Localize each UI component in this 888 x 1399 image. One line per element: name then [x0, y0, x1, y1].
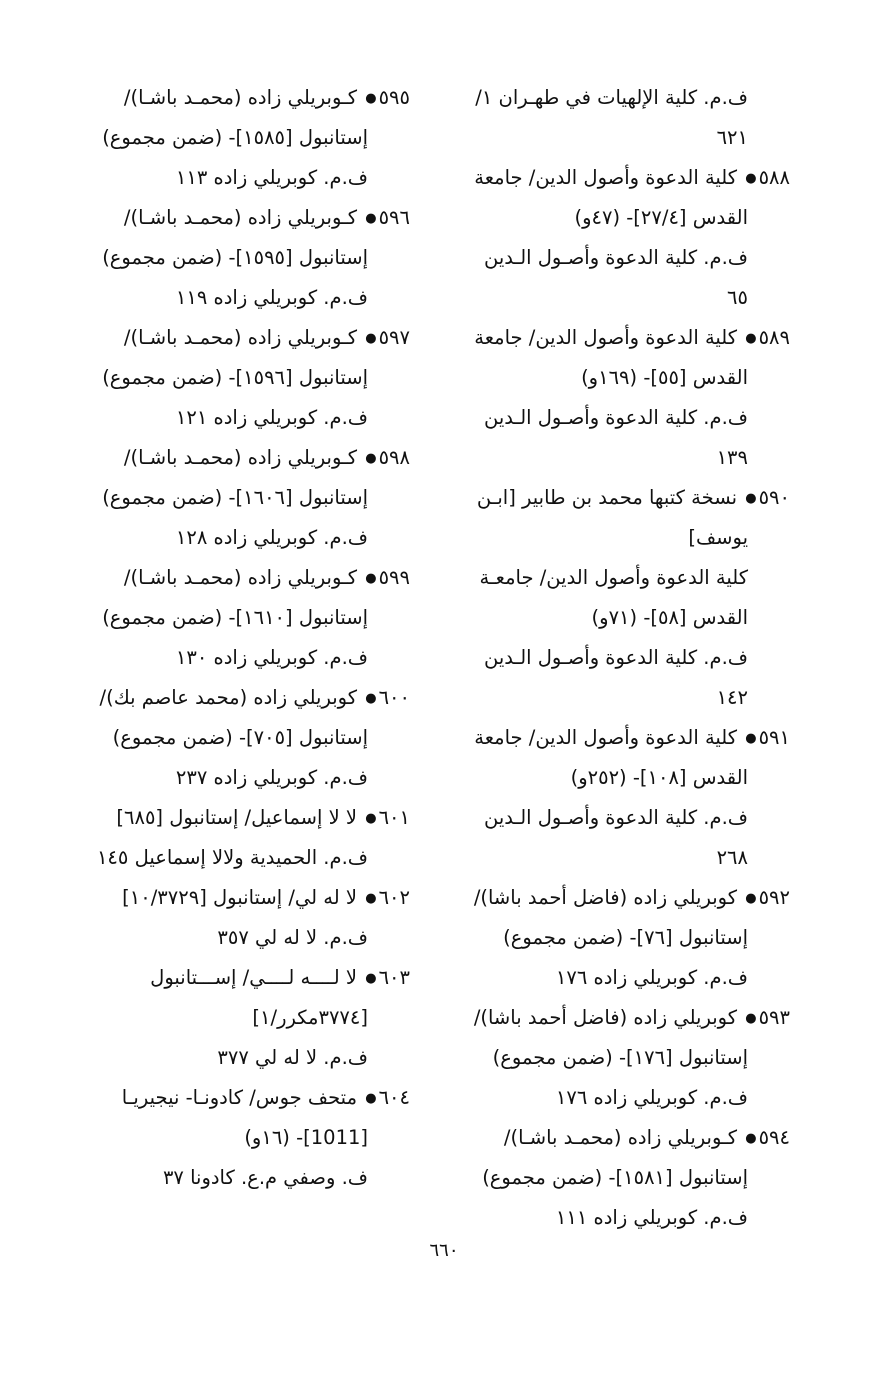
entry-text: ف.م. كوبريلي زاده ١١٩ [175, 286, 368, 309]
entry-text: ف.م. لا له لي ٣٥٧ [217, 926, 368, 949]
entry-text: ف.م. الحميدية ولالا إسماعيل ١٤٥ [96, 846, 368, 869]
entry-number: ٥٩٣ [758, 1006, 790, 1029]
entry-text: ف.م. كلية الدعوة وأصـول الـدين [483, 406, 748, 429]
entry-line [50, 478, 410, 518]
bullet-icon: ● [365, 890, 377, 906]
entry-line [50, 278, 410, 318]
entry-number: ٦٠٠ [378, 686, 410, 709]
bullet-icon: ● [365, 970, 377, 986]
entry-text: ف.م. كلية الدعوة وأصـول الـدين [483, 646, 748, 669]
entry-text: إستانبول [١٦١٠]- (ضمن مجموع) [102, 606, 368, 629]
entry-line [430, 878, 790, 918]
entry-line [430, 758, 790, 798]
page-number: ٦٦٠ [429, 1240, 459, 1261]
entry-line [430, 478, 790, 518]
entry-number: ٥٨٨ [758, 166, 790, 189]
entry-text: ٦٢١ [716, 126, 748, 149]
entry-text: كوبريلي زاده (محمد عاصم بك)/ [99, 686, 358, 709]
entry-text: ف.م. كلية الدعوة وأصـول الـدين [483, 246, 748, 269]
catalog-entry [50, 678, 410, 798]
entry-text: لا له لي/ إستانبول [١٠/٣٧٢٩] [122, 886, 358, 909]
entry-text: كلية الدعوة وأصول الدين/ جامعة [474, 166, 738, 189]
catalog-entry [50, 878, 410, 958]
entry-line [50, 158, 410, 198]
entry-text: [1011]- (١٦و) [244, 1126, 368, 1149]
entry-text: [٣٧٧٤مكرر/١] [252, 1006, 368, 1029]
bullet-icon: ● [365, 690, 377, 706]
bullet-icon: ● [365, 1090, 377, 1106]
entry-line [50, 558, 410, 598]
entry-line [430, 1198, 790, 1238]
entry-line [430, 318, 790, 358]
entry-number: ٥٩٤ [758, 1126, 790, 1149]
entry-text: ٢٦٨ [716, 846, 748, 869]
bullet-icon: ● [365, 450, 377, 466]
catalog-entry [50, 438, 410, 558]
entry-number: ٦٠١ [378, 806, 410, 829]
entry-text: ف.م. كوبريلي زاده ١٣٠ [175, 646, 368, 669]
entry-text: ف.م. كلية الإلهيات في طهـران ١/ [475, 86, 748, 109]
entry-text: كلية الدعوة وأصول الدين/ جامعة [474, 726, 738, 749]
entry-line [430, 918, 790, 958]
entry-text: القدس [٢٧/٤]- (٤٧و) [574, 206, 748, 229]
entry-text: كـوبريلي زاده (محمـد باشـا)/ [123, 326, 358, 349]
entry-line [50, 918, 410, 958]
entry-line [430, 278, 790, 318]
catalog-entry [430, 478, 790, 718]
entry-line [50, 118, 410, 158]
entry-text: كـوبريلي زاده (محمـد باشـا)/ [503, 1126, 738, 1149]
catalog-entry [430, 158, 790, 318]
entry-line [50, 838, 410, 878]
entry-line [430, 558, 790, 598]
entry-line [50, 1078, 410, 1118]
catalog-entry [50, 1078, 410, 1198]
bullet-icon: ● [745, 890, 757, 906]
entry-text: ف.م. كوبريلي زاده ١١١ [555, 1206, 748, 1229]
catalog-entry [430, 718, 790, 878]
entry-line [430, 1118, 790, 1158]
entry-text: القدس [١٠٨]- (٢٥٢و) [570, 766, 748, 789]
entry-text: إستانبول [١٥٨٥]- (ضمن مجموع) [102, 126, 368, 149]
entry-line [430, 158, 790, 198]
entry-line [50, 318, 410, 358]
catalog-entry [50, 78, 410, 198]
entry-line [50, 78, 410, 118]
entry-text: كلية الدعوة وأصول الدين/ جامعة [474, 326, 738, 349]
entry-line [430, 438, 790, 478]
entry-line [430, 958, 790, 998]
entry-text: ف.م. لا له لي ٣٧٧ [217, 1046, 368, 1069]
entry-text: ف.م. كوبريلي زاده ٢٣٧ [175, 766, 368, 789]
entry-number: ٦٠٣ [378, 966, 410, 989]
entry-line [430, 238, 790, 278]
entry-line [430, 1158, 790, 1198]
entry-text: كـوبريلي زاده (محمـد باشـا)/ [123, 446, 358, 469]
entry-text: ف.م. كوبريلي زاده ١٢٨ [175, 526, 368, 549]
entry-text: كوبريلي زاده (فاضل أحمد باشا)/ [473, 886, 738, 909]
entry-line [50, 678, 410, 718]
entry-text: ف.م. كوبريلي زاده ١٧٦ [555, 966, 748, 989]
entry-line [50, 198, 410, 238]
bullet-icon: ● [365, 90, 377, 106]
right-column [430, 78, 790, 1238]
entry-number: ٥٩٥ [378, 86, 410, 109]
entry-text: ف.م. كوبريلي زاده ١٧٦ [555, 1086, 748, 1109]
entry-text: ف.م. كوبريلي زاده ١١٣ [175, 166, 368, 189]
entry-text: إستانبول [١٦٠٦]- (ضمن مجموع) [102, 486, 368, 509]
entry-line [50, 998, 410, 1038]
entry-text: القدس [٥٥]- (١٦٩و) [581, 366, 748, 389]
entry-text: إستانبول [١٥٨١]- (ضمن مجموع) [482, 1166, 748, 1189]
entry-line [50, 238, 410, 278]
entry-number: ٥٩١ [758, 726, 790, 749]
entry-line [50, 638, 410, 678]
entry-line [50, 518, 410, 558]
entry-line [50, 438, 410, 478]
bullet-icon: ● [745, 490, 757, 506]
catalog-entry [430, 78, 790, 158]
catalog-entry [430, 318, 790, 478]
entry-text: كـوبريلي زاده (محمـد باشـا)/ [123, 86, 358, 109]
entry-text: إستانبول [١٥٩٦]- (ضمن مجموع) [102, 366, 368, 389]
entry-line [50, 1038, 410, 1078]
entry-line [430, 838, 790, 878]
entry-line [430, 638, 790, 678]
entry-line [430, 78, 790, 118]
catalog-entry [50, 558, 410, 678]
entry-number: ٦٠٢ [378, 886, 410, 909]
entry-text: ١٣٩ [716, 446, 748, 469]
entry-text: كلية الدعوة وأصول الدين/ جامعـة [479, 566, 748, 589]
entry-text: ٦٥ [727, 286, 748, 309]
entry-line [430, 118, 790, 158]
entry-line [430, 718, 790, 758]
entry-text: متحف جوس/ كادونـا- نيجيريـا [121, 1086, 358, 1109]
entry-text: كـوبريلي زاده (محمـد باشـا)/ [123, 566, 358, 589]
entry-line [430, 1078, 790, 1118]
bullet-icon: ● [365, 210, 377, 226]
entry-line [50, 758, 410, 798]
catalog-entry [430, 998, 790, 1118]
bullet-icon: ● [365, 810, 377, 826]
entry-text: إستانبول [٧٠٥]- (ضمن مجموع) [112, 726, 368, 749]
entry-line [430, 1038, 790, 1078]
entry-text: القدس [٥٨]- (٧١و) [591, 606, 748, 629]
entry-line [50, 398, 410, 438]
entry-line [50, 598, 410, 638]
catalog-entry [50, 958, 410, 1078]
entry-text: ف. وصفي م.ع. كادونا ٣٧ [162, 1166, 368, 1189]
catalog-entry [50, 318, 410, 438]
entry-text: لا لا إسماعيل/ إستانبول [٦٨٥] [116, 806, 358, 829]
entry-line [50, 1158, 410, 1198]
entry-number: ٥٩٢ [758, 886, 790, 909]
catalog-entry [50, 798, 410, 878]
catalog-entry [430, 878, 790, 998]
entry-text: إستانبول [١٥٩٥]- (ضمن مجموع) [102, 246, 368, 269]
entry-number: ٦٠٤ [378, 1086, 410, 1109]
entry-text: ١٤٢ [716, 686, 748, 709]
entry-text: كوبريلي زاده (فاضل أحمد باشا)/ [473, 1006, 738, 1029]
left-column [50, 78, 410, 1198]
entry-text: لا لــــه لــــي/ إســـتانبول [150, 966, 358, 989]
entry-line [50, 798, 410, 838]
entry-text: ف.م. كوبريلي زاده ١٢١ [175, 406, 368, 429]
entry-line [430, 398, 790, 438]
entry-line [50, 958, 410, 998]
entry-line [430, 998, 790, 1038]
entry-line [430, 678, 790, 718]
bullet-icon: ● [745, 330, 757, 346]
bullet-icon: ● [365, 570, 377, 586]
entry-line [430, 198, 790, 238]
catalog-entry [50, 198, 410, 318]
entry-line [50, 878, 410, 918]
entry-line [50, 358, 410, 398]
entry-line [430, 798, 790, 838]
entry-number: ٥٩٠ [758, 486, 790, 509]
entry-number: ٥٨٩ [758, 326, 790, 349]
entry-number: ٥٩٨ [378, 446, 410, 469]
bullet-icon: ● [365, 330, 377, 346]
entry-text: نسخة كتبها محمد بن طابير [ابـن [476, 486, 738, 509]
entry-text: كـوبريلي زاده (محمـد باشـا)/ [123, 206, 358, 229]
bullet-icon: ● [745, 730, 757, 746]
entry-text: ف.م. كلية الدعوة وأصـول الـدين [483, 806, 748, 829]
entry-text: إستانبول [٧٦]- (ضمن مجموع) [503, 926, 748, 949]
entry-line [430, 358, 790, 398]
bullet-icon: ● [745, 1010, 757, 1026]
entry-line [50, 1118, 410, 1158]
entry-text: يوسف] [688, 526, 748, 549]
catalog-entry [430, 1118, 790, 1238]
entry-number: ٥٩٧ [378, 326, 410, 349]
entry-number: ٥٩٦ [378, 206, 410, 229]
entry-line [430, 518, 790, 558]
entry-number: ٥٩٩ [378, 566, 410, 589]
entry-line [430, 598, 790, 638]
entry-line [50, 718, 410, 758]
bullet-icon: ● [745, 1130, 757, 1146]
bullet-icon: ● [745, 170, 757, 186]
entry-text: إستانبول [١٧٦]- (ضمن مجموع) [492, 1046, 748, 1069]
